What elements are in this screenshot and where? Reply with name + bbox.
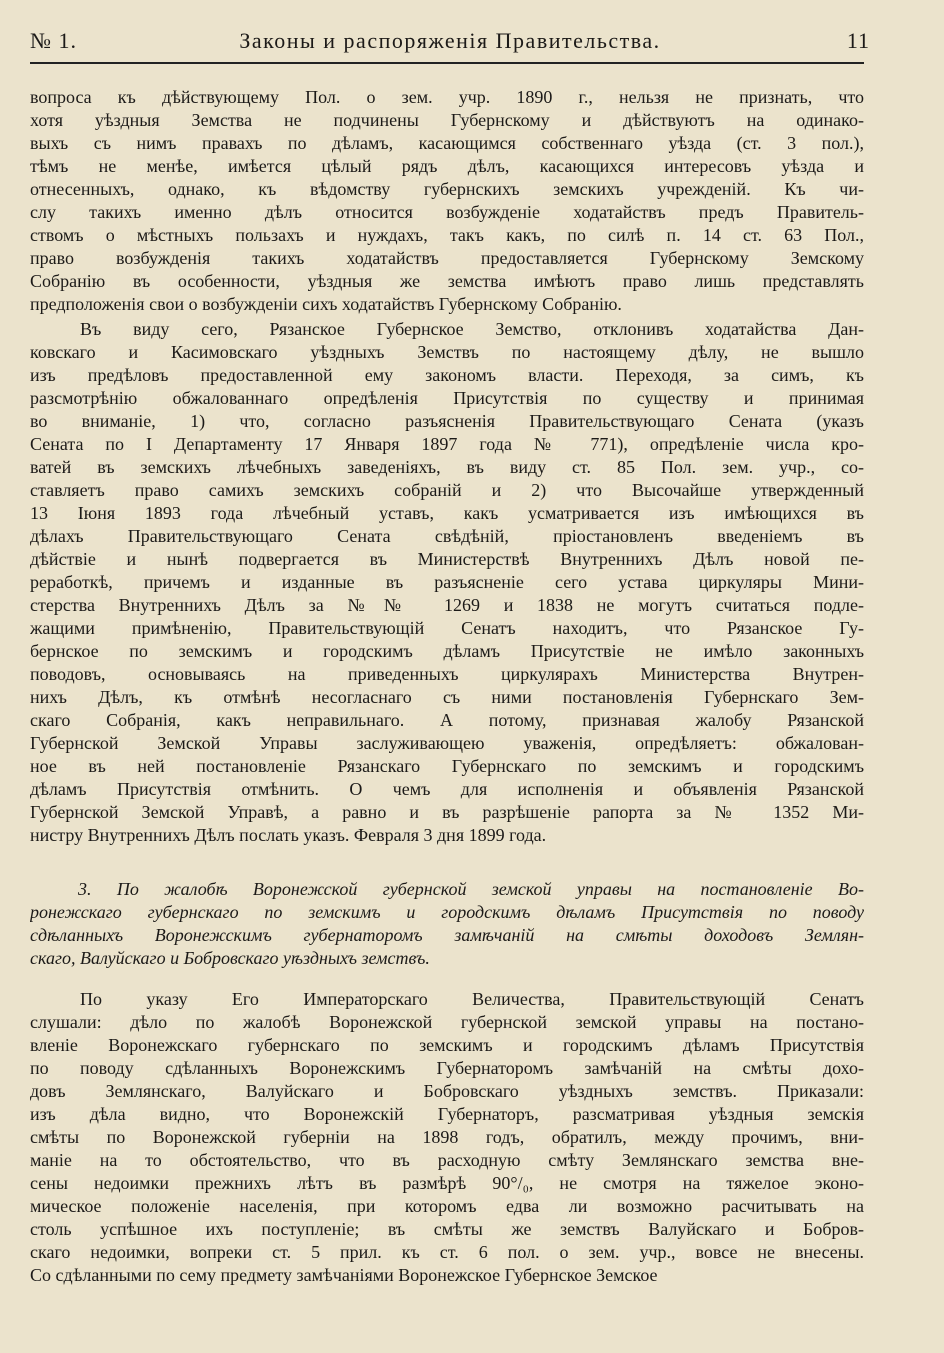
text-line: вленіе Воронежскаго губернскаго по земскимъ и городскимъ дѣламъ Присутствія [30, 1035, 864, 1055]
text-line: 13 Іюня 1893 года лѣчебный уставъ, какъ усматривается изъ имѣющихся въ [30, 503, 864, 523]
text-line: изъ предѣловъ предоставленной ему закономъ власти. Переходя, за симъ, къ [30, 365, 864, 385]
text-line: Въ виду сего, Рязанское Губернское Земство, отклонивъ ходатайства Дан- [80, 319, 864, 339]
text-line: дѣлахъ Правительствующаго Сената свѣдѣній, пріостановленъ введеніемъ въ [30, 526, 864, 546]
text-line: Собранію въ особенности, уѣздныя же земства имѣютъ право лишь представлять [30, 271, 864, 291]
text-line: стерства Внутреннихъ Дѣлъ за №№ 1269 и 1838 не могутъ считаться подле- [30, 595, 864, 615]
text-line: Со сдѣланными по сему предмету замѣчаніями Воронежское Губернское Земское [30, 1265, 658, 1285]
text-line: скаго, Валуйскаго и Бобровскаго уѣздныхъ земствъ. [30, 948, 430, 968]
text-line: слушали: дѣло по жалобѣ Воронежской губернской земской управы на постано- [30, 1012, 864, 1032]
text-line: 3. По жалобѣ Воронежской губернской земской управы на постановленіе Во- [78, 879, 864, 899]
running-header [30, 26, 870, 60]
text-line: вопроса къ дѣйствующему Пол. о зем. учр. 1890 г., нельзя не признать, что [30, 87, 864, 107]
text-line: реработкѣ, причемъ и изданные въ разъясненіе сего устава циркуляры Мини- [30, 572, 864, 592]
text-line: предположенія свои о возбужденіи сихъ ходатайствъ Губернскому Собранію. [30, 294, 622, 314]
text-line: жащими примѣненію, Правительствующій Сенатъ находитъ, что Рязанское Гу- [30, 618, 864, 638]
text-line: бернское по земскимъ и городскимъ дѣламъ Присутствіе не имѣло законныхъ [30, 641, 864, 661]
text-line: изъ дѣла видно, что Воронежскій Губернаторъ, разсматривая уѣздныя земскія [30, 1104, 864, 1124]
text-line: ное въ ней постановленіе Рязанскаго Губернскаго по земскимъ и городскимъ [30, 756, 864, 776]
text-line: разсмотрѣнію обжалованнаго опредѣленія Присутствія по существу и принимая [30, 388, 864, 408]
text-line: дѣйствіе и нынѣ подвергается въ Министерствѣ Внутреннихъ Дѣлъ новой пе- [30, 549, 864, 569]
paragraph-continuation [30, 86, 864, 316]
text-line: нихъ Дѣлъ, къ отмѣнѣ несогласнаго съ ними постановленія Губернскаго Зем- [30, 687, 864, 707]
text-line: скаго недоимки, вопреки ст. 5 прил. къ ст. 6 пол. о зем. учр., вовсе не внесены. [30, 1242, 864, 1262]
page-number: 11 [846, 28, 870, 53]
text-line: ронежскаго губернскаго по земскимъ и городскимъ дѣламъ Присутствія по поводу [30, 902, 864, 922]
text-line: Губернской Земской Управѣ, а равно и въ разрѣшеніе рапорта за № 1352 Ми- [30, 802, 864, 822]
text-line: ставляетъ право самихъ земскихъ собраній и 2) что Высочайше утвержденный [30, 480, 864, 500]
text-line: хотя уѣздныя Земства не подчинены Губернскому и дѣйствуютъ на одинако- [30, 110, 864, 130]
text-line: столь успѣшное ихъ поступленіе; въ смѣты же земствъ Валуйскаго и Бобров- [30, 1219, 864, 1239]
text-line: скаго Собранія, какъ неправильнаго. А потому, признавая жалобу Рязанской [30, 710, 864, 730]
paragraph-ruling [30, 318, 864, 847]
text-line: слу такихъ именно дѣлъ относится возбужденіе ходатайствъ предъ Правитель- [30, 202, 864, 222]
text-line: ковскаго и Касимовскаго уѣздныхъ Земствъ по настоящему дѣлу, не вышло [30, 342, 864, 362]
text-line: во вниманіе, 1) что, согласно разъясненія Правительствующаго Сената (указъ [30, 411, 864, 431]
text-line: сены недоимки прежнихъ лѣтъ въ размѣрѣ 90°/₀, не смотря на тяжелое эконо- [30, 1173, 864, 1193]
text-line: отнесенныхъ, однако, къ вѣдомству губернскихъ земскихъ учрежденій. Къ чи- [30, 179, 864, 199]
text-line: мическое положеніе населенія, при которомъ едва ли возможно расчитывать на [30, 1196, 864, 1216]
text-line: По указу Его Императорскаго Величества, Правительствующій Сенатъ [80, 989, 864, 1009]
text-line: смѣты по Воронежской губерніи на 1898 годъ, обратилъ, между прочимъ, вни- [30, 1127, 864, 1147]
text-line: тѣмъ не менѣе, имѣется цѣлый рядъ дѣлъ, касающихся интересовъ уѣзда и [30, 156, 864, 176]
text-line: дѣламъ Присутствія отмѣнить. О чемъ для исполненія и объявленія Рязанской [30, 779, 864, 799]
section-heading-3 [30, 878, 864, 970]
text-line: Сената по I Департаменту 17 Января 1897 года № 771), опредѣленіе числа кро- [30, 434, 864, 454]
text-line: сдѣланныхъ Воронежскимъ губернаторомъ замѣчаній на смѣты доходовъ Землян- [30, 925, 864, 945]
text-line: довъ Землянскаго, Валуйскаго и Бобровскаго уѣздныхъ земствъ. Приказали: [30, 1081, 864, 1101]
text-line: Губернской Земской Управы заслуживающею уваженія, опредѣляетъ: обжалован- [30, 733, 864, 753]
issue-number: № 1. [30, 28, 77, 53]
text-line: нистру Внутреннихъ Дѣлъ послать указъ. Февраля 3 дня 1899 года. [30, 825, 547, 845]
text-line: ствомъ о мѣстныхъ пользахъ и нуждахъ, такъ какъ, по силѣ п. 14 ст. 63 Пол., [30, 225, 864, 245]
running-title: Законы и распоряженія Правительства. [239, 28, 661, 53]
text-line: по поводу сдѣланныхъ Воронежскимъ Губернаторомъ замѣчаній на смѣты дохо- [30, 1058, 864, 1078]
text-line: ватей въ земскихъ лѣчебныхъ заведеніяхъ, въ виду ст. 85 Пол. зем. учр., со- [30, 457, 864, 477]
header-rule [30, 62, 864, 64]
text-line: поводовъ, основываясь на приведенныхъ циркулярахъ Министерства Внутрен- [30, 664, 864, 684]
text-line: право возбужденія такихъ ходатайствъ предоставляется Губернскому Земскому [30, 248, 864, 268]
text-line: маніе на то обстоятельство, что въ расходную смѣту Землянскаго земства вне- [30, 1150, 864, 1170]
paragraph-section-3 [30, 988, 864, 1287]
text-line: выхъ съ нимъ правахъ по дѣламъ, касающимся собственнаго уѣзда (ст. 3 пол.), [30, 133, 864, 153]
